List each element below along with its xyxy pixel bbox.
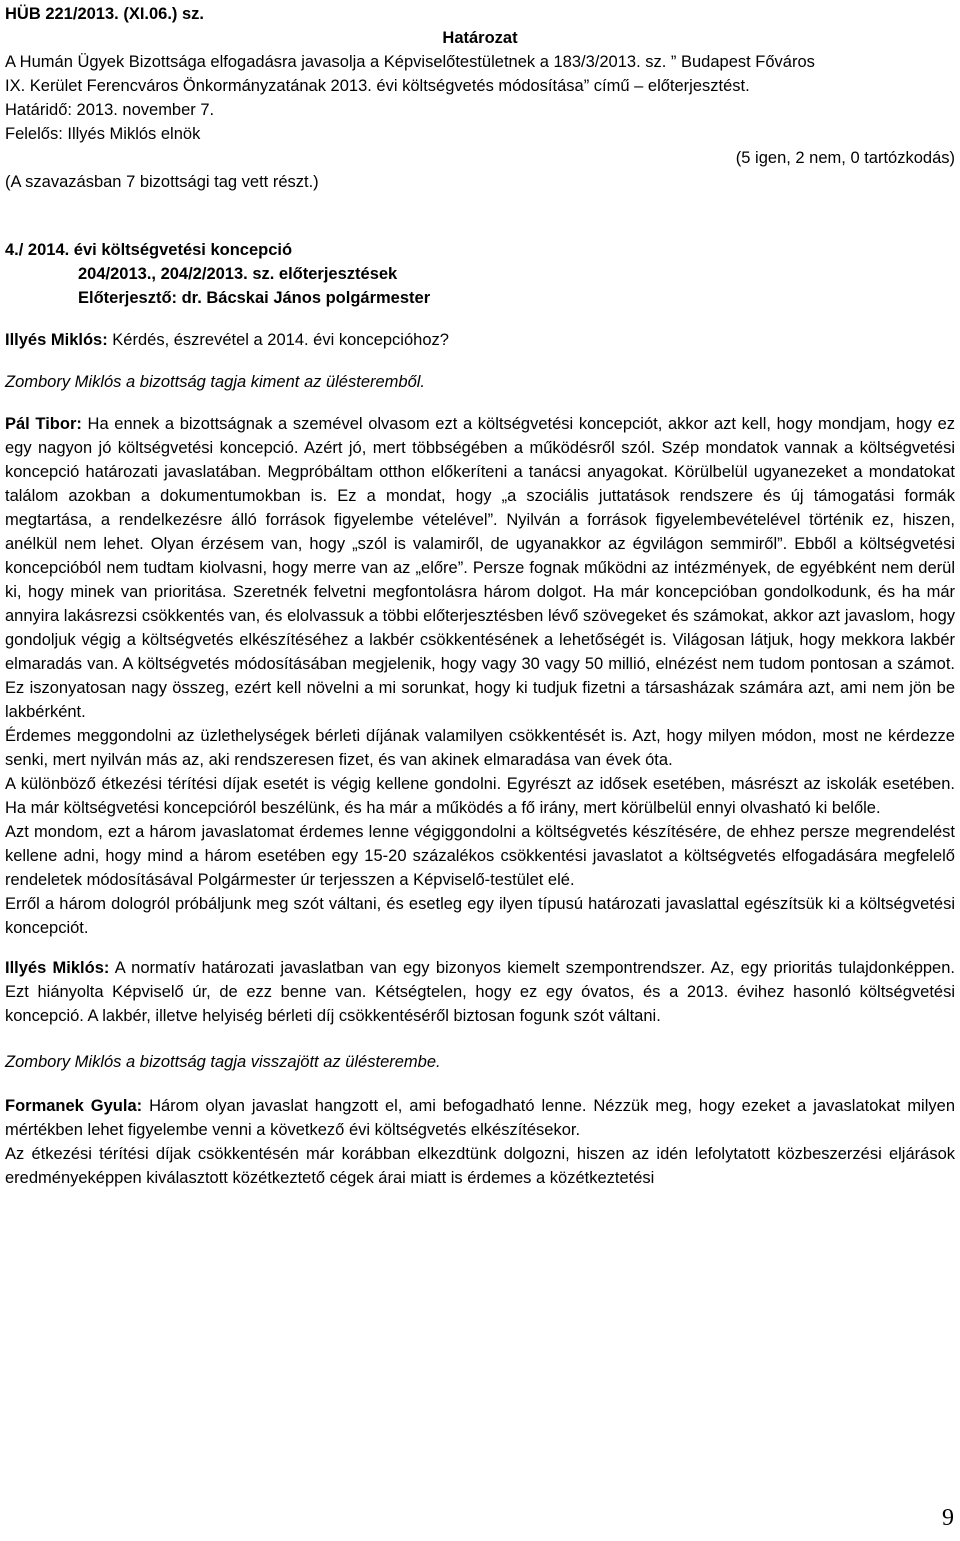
vote-result: (5 igen, 2 nem, 0 tartózkodás): [735, 149, 955, 167]
speaker-name: Pál Tibor:: [5, 415, 82, 433]
agenda-item: [5, 238, 955, 310]
document-page: [5, 2, 955, 1190]
note-returned-room: Zombory Miklós a bizottság tagja visszajött az ülésterembe.: [5, 1053, 441, 1071]
resolution-title: Határozat: [442, 29, 518, 47]
paragraph-illyes-1: [5, 328, 955, 352]
paragraph-formanek: [5, 1094, 955, 1142]
paragraph-pal-tibor-4: Azt mondom, ezt a három javaslatomat érdemes lenne végiggondolni a költségvetés készítésére, de ehhez persze megrendelést kellene adni, hogy mind a három esetében egy 15-20 százalékos csökkentési javaslatot a költségvetés elfogadására megfelelő rendeletek módosításával Polgármester úr terjesszen a Képviselő-testület elé.: [5, 823, 955, 889]
resolution-responsible: Felelős: Illyés Miklós elnök: [5, 125, 201, 143]
speech-text: Három olyan javaslat hangzott el, ami befogadható lenne. Nézzük meg, hogy ezeket a javaslatokat milyen mértékben lehet figyelembe venni a következő évi költségvetés elkészítésekor.: [5, 1097, 955, 1139]
resolution-text-line-2: IX. Kerület Ferencváros Önkormányzatának 2013. évi költségvetés módosítása” című – előterjesztést.: [5, 77, 750, 95]
speaker-name: Formanek Gyula:: [5, 1097, 143, 1115]
paragraph-pal-tibor: [5, 412, 955, 724]
resolution-reference: HÜB 221/2013. (XI.06.) sz.: [5, 5, 205, 23]
vote-attendance: (A szavazásban 7 bizottsági tag vett részt.): [5, 173, 319, 191]
resolution-deadline: Határidő: 2013. november 7.: [5, 101, 215, 119]
note-left-room: Zombory Miklós a bizottság tagja kiment az ülésteremből.: [5, 373, 426, 391]
agenda-documents: 204/2013., 204/2/2013. sz. előterjesztések: [78, 265, 398, 283]
speech-text: Ha ennek a bizottságnak a szemével olvasom ezt a költségvetési koncepciót, akkor azt kell, hogy mondjam, hogy ez egy nagyon jó költségvetési koncepció. Azért jó, mert többségében a működésről szól. Szép mondatok vannak a költségvetési koncepció határozati javaslatában. Megpróbáltam otthon előkeríteni a tanácsi anyagokat. Körülbelül ugyanezeket a mondatokat találom azokban a dokumentumokban is. Ez a mondat, hogy „a szociális juttatások rendszere és új támogatási formák megtartása, a rendelkezésre álló források figyelembe vételével”. Nyilván a források figyelembevételével történik ez, hiszen, anélkül nem lehet. Olyan érzésem van, hogy „szól is valamiről, de ugyanakkor az égvilágon semmiről”. Ebből a költségvetési koncepcióból nem tudtam kiolvasni, hogy merre van az „előre”. Persze fognak működni az intézmények, de egyébként nem derül ki, hogy minek van prioritása. Szeretnék felvetni megfontolásra három dolgot. Ha már koncepcióban gondolkodunk, és ha már annyira lakásrezsi csökkentés van, és elolvassuk a többi előterjesztésben lévő szövegeket és számokat, akkor azt javaslom, hogy gondoljuk végig a költségvetés elkészítéséhez a lakbér csökkentésének a lehetőségét is. Világosan látjuk, hogy mekkora lakbér elmaradás van. A költségvetés módosításában megjelenik, hogy vagy 30 vagy 50 millió, elnézést nem tudom pontosan a számot. Ez iszonyatosan nagy összeg, ezért kell növelni a mi sorunkat, hogy ki tudjuk fizetni a társasházak számára azt, ami nem jön be lakbérként.: [5, 415, 956, 721]
resolution-text-line-1: A Humán Ügyek Bizottsága elfogadásra javasolja a Képviselőtestületnek a 183/3/2013. sz. ” Budapest Főváros: [5, 53, 815, 71]
speaker-name: Illyés Miklós:: [5, 331, 108, 349]
paragraph-pal-tibor-5: Erről a három dologról próbáljunk meg szót váltani, és esetleg egy ilyen típusú határozati javaslattal egészítsük ki a költségvetési koncepciót.: [5, 895, 955, 937]
paragraph-illyes-2: [5, 956, 955, 1028]
paragraph-pal-tibor-2: Érdemes meggondolni az üzlethelységek bérleti díjának valamilyen csökkentését is. Azt, hogy milyen módon, most ne kérdezze senki, mert nyilván más az, aki rendszeresen fizet, és van akinek elmaradása van évek óta.: [5, 727, 955, 769]
paragraph-formanek-2: Az étkezési térítési díjak csökkentésén már korábban elkezdtünk dolgozni, hiszen az idén lefolytatott közbeszerzési eljárások eredményeképpen kiválasztott közétkeztető cégek árai miatt is érdemes a közétkeztetési: [5, 1145, 955, 1187]
agenda-title: 4./ 2014. évi költségvetési koncepció: [5, 241, 293, 259]
speaker-name: Illyés Miklós:: [5, 959, 110, 977]
page-number: 9: [942, 1505, 954, 1531]
paragraph-pal-tibor-3: A különböző étkezési térítési díjak esetét is végig kellene gondolni. Egyrészt az idősek esetében, másrészt az iskolák esetében. Ha már költségvetési koncepcióról beszélünk, és ha már a működés a fő irány, mert körülbelül ennyi olvasható ki belőle.: [5, 775, 955, 817]
speech-text: A normatív határozati javaslatban van egy bizonyos kiemelt szempontrendszer. Az, egy prioritás tulajdonképpen. Ezt hiányolta Képviselő úr, de ezz benne van. Kétségtelen, hogy ez egy óvatos, és a 2013. évihez hasonló költségvetési koncepció. A lakbér, illetve helyiség bérleti díj csökkentéséről biztosan fogunk szót váltani.: [5, 959, 955, 1025]
agenda-presenter: Előterjesztő: dr. Bácskai János polgármester: [78, 289, 431, 307]
speech-text: Kérdés, észrevétel a 2014. évi koncepcióhoz?: [107, 331, 449, 349]
